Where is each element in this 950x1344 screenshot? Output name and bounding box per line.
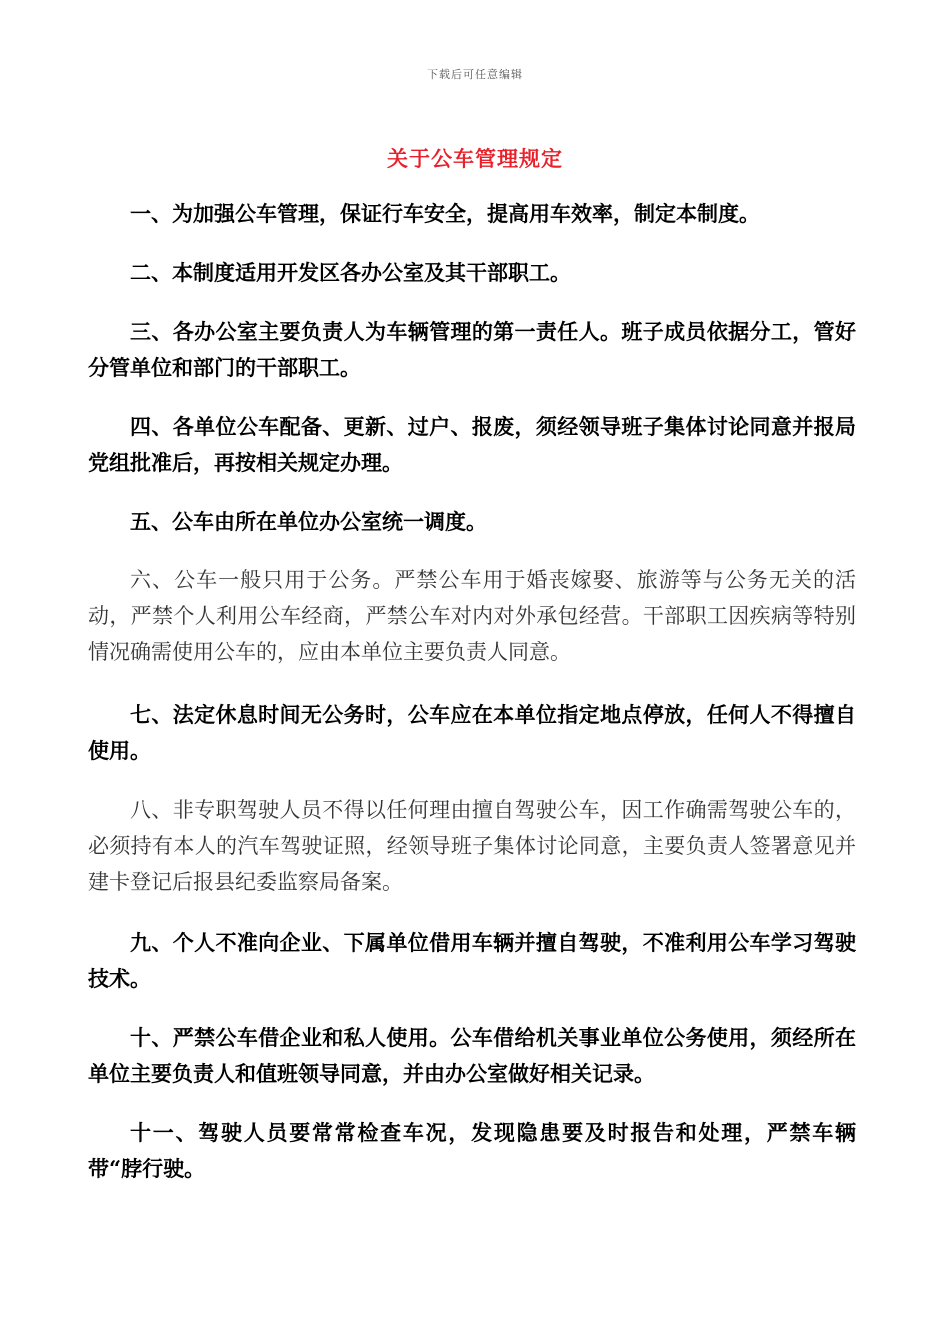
paragraph-2: 二、本制度适用开发区各办公室及其干部职工。 <box>130 260 571 285</box>
paragraph-7: 七、法定休息时间无公务时，公车应在本单位指定地点停放，任何人不得擅自使用。 <box>88 702 856 763</box>
paragraph-1: 一、为加强公车管理，保证行车安全，提高用车效率，制定本制度。 <box>130 201 760 226</box>
paragraph-11: 十一、驾驶人员要常常检查车况，发现隐患要及时报告和处理，严禁车辆带“脖行驶。 <box>88 1120 856 1181</box>
paragraph-6: 六、公车一般只用于公务。严禁公车用于婚丧嫁娶、旅游等与公务无关的活动，严禁个人利用公车经商，严禁公车对内对外承包经营。干部职工因疾病等特别情况确需使用公车的，应由本单位主要负责人同意。 <box>88 568 856 664</box>
paragraph-4: 四、各单位公车配备、更新、过户、报废，须经领导班子集体讨论同意并报局党组批准后，再按相关规定办理。 <box>88 414 856 475</box>
document-title: 关于公车管理规定 <box>387 146 563 171</box>
paragraph-9: 九、个人不准向企业、下属单位借用车辆并擅自驾驶，不准利用公车学习驾驶技术。 <box>88 930 856 991</box>
paragraph-5: 五、公车由所在单位办公室统一调度。 <box>130 509 487 534</box>
paragraph-8: 八、非专职驾驶人员不得以任何理由擅自驾驶公车，因工作确需驾驶公车的，必须持有本人的汽车驾驶证照，经领导班子集体讨论同意，主要负责人签署意见并建卡登记后报县纪委监察局备案。 <box>88 798 856 894</box>
paragraph-10: 十、严禁公车借企业和私人使用。公车借给机关事业单位公务使用，须经所在单位主要负责人和值班领导同意，并由办公室做好相关记录。 <box>88 1025 856 1086</box>
header-note: 下载后可任意编辑 <box>427 68 523 81</box>
paragraph-3: 三、各办公室主要负责人为车辆管理的第一责任人。班子成员依据分工，管好分管单位和部门的干部职工。 <box>88 319 856 380</box>
